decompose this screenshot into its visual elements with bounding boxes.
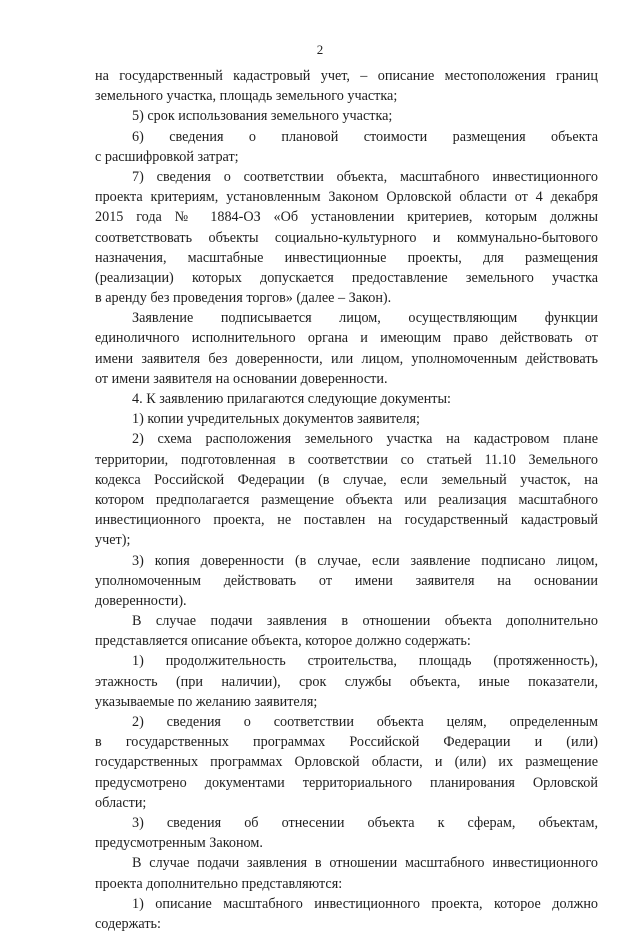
text-line: территории, подготовленная в соответствии со статьей 11.10 Земельного [95,451,598,468]
text-line: доверенности). [95,592,187,609]
text-line: проекта дополнительно представляются: [95,875,343,892]
text-line: представляется описание объекта, которое должно содержать: [95,633,471,650]
document-body [95,66,598,934]
text-line: 1) описание масштабного инвестиционного проекта, которое должно [132,895,598,912]
text-line: (реализации) которых допускается предоставление земельного участка [95,269,598,286]
text-line: проекта критериям, установленным Законом Орловской области от 4 декабря [95,189,598,206]
text-line: 3) сведения об отнесении объекта к сферам, объектам, [132,814,598,831]
text-line: 2) схема расположения земельного участка на кадастровом плане [132,431,598,448]
text-line: с расшифровкой затрат; [95,148,239,165]
text-line: единоличного исполнительного органа и имеющим право действовать от [95,330,598,347]
text-line: уполномоченным действовать от имени заявителя на основании [95,572,598,589]
text-line: инвестиционного проекта, не поставлен на государственный кадастровый [95,512,598,529]
text-line: 1) продолжительность строительства, площадь (протяженность), [132,653,598,670]
text-line: соответствовать объекты социально-культурного и коммунально-бытового [95,229,598,246]
text-line: предусмотрено документами территориального планирования Орловской [95,774,598,791]
text-line: имени заявителя без доверенности, или лицом, уполномоченным действовать [95,350,598,367]
text-line: указываемые по желанию заявителя; [95,693,318,710]
text-line: котором предполагается размещение объекта или реализация масштабного [95,491,598,508]
text-line: 3) копия доверенности (в случае, если заявление подписано лицом, [132,552,598,569]
text-line: 2015 года № 1884-ОЗ «Об установлении критериев, которым должны [95,209,598,226]
text-line: государственных программах Орловской области, и (или) их размещение [95,754,598,771]
text-line: 5) срок использования земельного участка; [132,108,393,125]
text-line: 1) копии учредительных документов заявителя; [132,411,420,428]
text-line: земельного участка, площадь земельного участка; [95,88,398,105]
text-line: В случае подачи заявления в отношении масштабного инвестиционного [132,855,598,872]
text-line: в аренду без проведения торгов» (далее – Закон). [95,290,392,307]
text-line: на государственный кадастровый учет, – описание местоположения границ [95,68,598,84]
text-line: 2) сведения о соответствии объекта целям, определенным [132,714,598,730]
text-line: В случае подачи заявления в отношении объекта дополнительно [132,613,598,630]
text-line: учет); [95,532,131,549]
text-line: в государственных программах Российской Федерации и (или) [95,734,598,751]
text-line: 4. К заявлению прилагаются следующие документы: [132,391,451,407]
text-line: области; [95,794,147,811]
text-line: кодекса Российской Федерации (в случае, если земельный участок, на [95,471,598,488]
text-line: Заявление подписывается лицом, осуществляющим функции [132,310,598,327]
text-line: предусмотренным Законом. [95,835,263,852]
text-line: назначения, масштабные инвестиционные проекты, для размещения [95,249,598,266]
page-number: 2 [316,42,324,57]
text-line: 7) сведения о соответствии объекта, масштабного инвестиционного [132,168,598,185]
text-line: от имени заявителя на основании доверенности. [95,370,388,387]
text-line: содержать: [95,915,161,932]
text-line: 6) сведения о плановой стоимости размещения объекта [132,128,598,145]
text-line: этажность (при наличии), срок службы объекта, иные показатели, [95,673,598,690]
